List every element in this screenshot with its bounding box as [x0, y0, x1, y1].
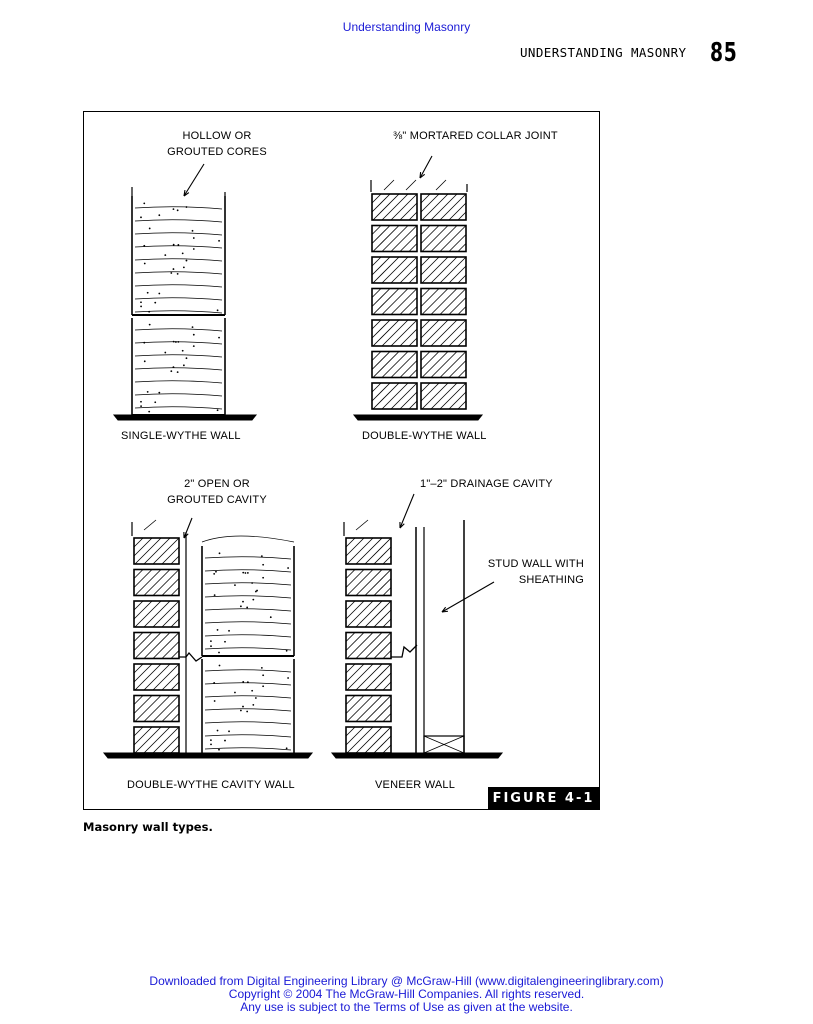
ground-base [104, 753, 312, 758]
brick-hatch [421, 352, 430, 361]
aggregate-dot [217, 309, 219, 311]
aggregate-dot [177, 209, 179, 211]
top-link[interactable]: Understanding Masonry [342, 20, 471, 34]
brick-hatch [374, 736, 391, 753]
brick-hatch [458, 401, 466, 409]
grout-line [135, 355, 222, 357]
brick-hatch [346, 633, 355, 642]
aggregate-dot [286, 650, 288, 652]
block-top [202, 536, 294, 542]
brick-hatch [374, 642, 391, 659]
grout-line [205, 683, 291, 685]
veneer-tie [391, 645, 417, 657]
aggregate-dot [287, 677, 289, 679]
grout-line [135, 246, 222, 248]
grout-line [205, 648, 291, 650]
grout-line [135, 381, 222, 383]
brick-hatch [144, 520, 156, 530]
aggregate-dot [210, 739, 212, 741]
aggregate-dot [234, 584, 236, 586]
grout-line [205, 722, 291, 724]
brick-hatch [421, 226, 439, 244]
veneer-wall-title: VENEER WALL [375, 779, 456, 791]
brick-hatch [346, 601, 355, 610]
brick-hatch [383, 556, 391, 564]
callout-leader [420, 156, 432, 178]
aggregate-dot [148, 411, 150, 413]
grout-line [135, 285, 222, 287]
brick-hatch [458, 212, 466, 220]
brick-hatch [421, 194, 439, 212]
aggregate-dot [219, 665, 221, 667]
aggregate-dot [247, 681, 249, 683]
aggregate-dot [182, 350, 184, 352]
grout-line [135, 407, 222, 409]
grout-line [135, 220, 222, 222]
aggregate-dot [193, 345, 195, 347]
brick-hatch [372, 352, 390, 370]
aggregate-dot [214, 594, 216, 596]
aggregate-dot [234, 692, 236, 694]
brick-hatch [162, 736, 179, 753]
grout-line [205, 696, 291, 698]
brick-hatch [134, 696, 143, 705]
brick-hatch [134, 538, 152, 556]
brick-hatch [134, 570, 143, 579]
aggregate-dot [177, 244, 179, 246]
aggregate-dot [262, 564, 264, 566]
aggregate-dot [242, 601, 244, 603]
callout-leader [400, 494, 414, 528]
brick-hatch [162, 673, 179, 690]
brick-hatch [162, 547, 179, 564]
aggregate-dot [186, 206, 188, 208]
aggregate-dot [228, 630, 230, 632]
brick-hatch [383, 682, 391, 690]
brick-hatch [171, 682, 179, 690]
brick-hatch [346, 696, 364, 714]
aggregate-dot [164, 254, 166, 256]
aggregate-dot [242, 681, 244, 683]
brick-hatch [134, 601, 143, 610]
aggregate-dot [255, 697, 257, 699]
brick-hatch [346, 570, 364, 588]
brick-hatch [374, 610, 391, 627]
brick-hatch [162, 579, 179, 596]
brick-hatch [421, 289, 430, 298]
aggregate-dot [144, 360, 146, 362]
brick-hatch [346, 727, 364, 745]
grout-line [135, 207, 222, 209]
brick-hatch [400, 392, 417, 409]
aggregate-dot [147, 391, 149, 393]
aggregate-dot [140, 401, 142, 403]
double-wythe-title: DOUBLE-WYTHE WALL [362, 430, 487, 442]
brick-hatch [356, 520, 368, 530]
brick-hatch [171, 619, 179, 627]
brick-hatch [374, 673, 391, 690]
grout-line [135, 329, 222, 331]
brick-hatch [409, 401, 417, 409]
brick-hatch [400, 361, 417, 378]
aggregate-dot [214, 700, 216, 702]
aggregate-dot [219, 552, 221, 554]
footer-line-2: Copyright © 2004 The McGraw-Hill Companies. All rights reserved. [228, 987, 585, 1001]
aggregate-dot [246, 607, 248, 609]
aggregate-dot [140, 301, 142, 303]
grout-line [205, 635, 291, 637]
aggregate-dot [252, 704, 254, 706]
brick-hatch [449, 361, 466, 378]
brick-hatch [449, 266, 466, 283]
aggregate-dot [158, 214, 160, 216]
brick-hatch [421, 320, 430, 329]
aggregate-dot [262, 674, 264, 676]
brick-hatch [421, 257, 439, 275]
grout-line [135, 368, 222, 370]
aggregate-dot [218, 652, 220, 654]
masonry-wall-illustration [84, 112, 599, 809]
brick-hatch [458, 275, 466, 283]
aggregate-dot [224, 641, 226, 643]
brick-hatch [409, 307, 417, 315]
brick-hatch [421, 352, 439, 370]
brick-hatch [372, 320, 390, 338]
aggregate-dot [242, 706, 244, 708]
brick-hatch [409, 338, 417, 346]
aggregate-dot [270, 616, 272, 618]
aggregate-dot [246, 711, 248, 713]
brick-hatch [421, 289, 439, 307]
brick-hatch [134, 727, 152, 745]
callout-leader [184, 518, 192, 538]
brick-hatch [400, 298, 417, 315]
single-wythe-title: SINGLE-WYTHE WALL [121, 430, 241, 442]
brick-hatch [421, 226, 430, 235]
brick-hatch [372, 257, 390, 275]
brick-hatch [346, 664, 364, 682]
figure-4-1 [83, 111, 600, 810]
wall-tie [179, 653, 202, 661]
brick-hatch [134, 633, 152, 651]
aggregate-dot [143, 245, 145, 247]
brick-hatch [458, 307, 466, 315]
aggregate-dot [286, 747, 288, 749]
stud-wall-callout: STUD WALL WITH SHEATHING [487, 558, 584, 586]
grout-line [135, 311, 222, 313]
brick-hatch [171, 588, 179, 596]
brick-hatch [449, 329, 466, 346]
aggregate-dot [213, 682, 215, 684]
aggregate-dot [217, 409, 219, 411]
grout-line [205, 609, 291, 611]
brick-hatch [384, 180, 394, 190]
brick-hatch [374, 547, 391, 564]
aggregate-dot [213, 573, 215, 575]
brick-hatch [346, 538, 364, 556]
brick-hatch [372, 383, 381, 392]
figure-caption: Masonry wall types. [83, 820, 213, 834]
cavity-wall-title: DOUBLE-WYTHE CAVITY WALL [127, 779, 295, 791]
aggregate-dot [193, 334, 195, 336]
aggregate-dot [144, 263, 146, 265]
brick-hatch [421, 194, 430, 203]
grout-line [205, 709, 291, 711]
brick-hatch [383, 714, 391, 722]
aggregate-dot [140, 306, 142, 308]
brick-hatch [449, 298, 466, 315]
aggregate-dot [218, 337, 220, 339]
brick-hatch [346, 664, 355, 673]
aggregate-dot [170, 272, 172, 274]
aggregate-dot [154, 401, 156, 403]
aggregate-dot [158, 392, 160, 394]
grout-line [205, 557, 291, 559]
brick-hatch [372, 257, 381, 266]
brick-hatch [346, 601, 364, 619]
grout-line [205, 583, 291, 585]
brick-hatch [346, 538, 355, 547]
brick-hatch [134, 696, 152, 714]
brick-hatch [346, 633, 364, 651]
brick-hatch [436, 180, 446, 190]
aggregate-dot [154, 302, 156, 304]
callout-leader [442, 582, 494, 612]
aggregate-dot [240, 710, 242, 712]
brick-hatch [421, 320, 439, 338]
aggregate-dot [217, 629, 219, 631]
brick-hatch [383, 619, 391, 627]
aggregate-dot [177, 341, 179, 343]
aggregate-dot [256, 590, 258, 592]
brick-hatch [372, 226, 381, 235]
aggregate-dot [173, 244, 175, 246]
aggregate-dot [177, 371, 179, 373]
aggregate-dot [140, 216, 142, 218]
brick-hatch [346, 727, 355, 736]
footer-line-1[interactable]: Downloaded from Digital Engineering Library @ McGraw-Hill (www.digitalengineeringlibrary.com) [149, 974, 664, 988]
hollow-cores-callout: HOLLOW OR GROUTED CORES [167, 130, 267, 158]
aggregate-dot [218, 240, 220, 242]
aggregate-dot [164, 352, 166, 354]
grout-line [205, 622, 291, 624]
brick-hatch [449, 203, 466, 220]
grout-line [135, 298, 222, 300]
grout-line [135, 233, 222, 235]
aggregate-dot [287, 567, 289, 569]
brick-hatch [372, 194, 390, 212]
aggregate-dot [140, 405, 142, 407]
brick-hatch [134, 727, 143, 736]
aggregate-dot [183, 266, 185, 268]
aggregate-dot [183, 364, 185, 366]
brick-hatch [383, 651, 391, 659]
aggregate-dot [192, 230, 194, 232]
brick-hatch [374, 705, 391, 722]
brick-hatch [458, 338, 466, 346]
brick-hatch [400, 235, 417, 252]
brick-hatch [171, 714, 179, 722]
brick-hatch [409, 212, 417, 220]
open-cavity-callout: 2" OPEN OR GROUTED CAVITY [167, 478, 267, 506]
grout-line [135, 394, 222, 396]
brick-hatch [400, 266, 417, 283]
brick-hatch [383, 745, 391, 753]
aggregate-dot [251, 582, 253, 584]
aggregate-dot [251, 690, 253, 692]
aggregate-dot [143, 342, 145, 344]
aggregate-dot [247, 572, 249, 574]
brick-hatch [372, 289, 390, 307]
brick-hatch [449, 235, 466, 252]
brick-hatch [409, 275, 417, 283]
brick-hatch [458, 244, 466, 252]
aggregate-dot [175, 341, 177, 343]
brick-hatch [162, 642, 179, 659]
aggregate-dot [224, 740, 226, 742]
brick-hatch [134, 570, 152, 588]
brick-hatch [134, 601, 152, 619]
aggregate-dot [149, 324, 151, 326]
aggregate-dot [173, 268, 175, 270]
collar-joint-callout: ⅜" MORTARED COLLAR JOINT [393, 130, 558, 142]
grout-line [205, 670, 291, 672]
brick-hatch [134, 664, 152, 682]
aggregate-dot [192, 326, 194, 328]
brick-hatch [162, 705, 179, 722]
brick-hatch [421, 257, 430, 266]
brick-hatch [346, 570, 355, 579]
aggregate-dot [210, 640, 212, 642]
brick-hatch [171, 745, 179, 753]
aggregate-dot [193, 248, 195, 250]
brick-hatch [372, 352, 381, 361]
aggregate-dot [147, 292, 149, 294]
brick-hatch [372, 194, 381, 203]
brick-hatch [400, 329, 417, 346]
brick-hatch [372, 226, 390, 244]
aggregate-dot [245, 572, 247, 574]
grout-line [205, 596, 291, 598]
aggregate-dot [262, 685, 264, 687]
brick-hatch [421, 383, 430, 392]
brick-hatch [458, 370, 466, 378]
aggregate-dot [149, 228, 151, 230]
aggregate-dot [148, 311, 150, 313]
brick-hatch [409, 370, 417, 378]
drainage-cavity-callout: 1"–2" DRAINAGE CAVITY [420, 478, 553, 490]
brick-hatch [134, 538, 143, 547]
grout-line [135, 259, 222, 261]
aggregate-dot [158, 293, 160, 295]
brick-hatch [134, 664, 143, 673]
callout-leader [184, 164, 204, 196]
footer-line-3: Any use is subject to the Terms of Use as given at the website. [240, 1000, 573, 1014]
footer-notice [0, 975, 813, 1014]
brick-hatch [171, 651, 179, 659]
aggregate-dot [170, 370, 172, 372]
grout-line [205, 570, 291, 572]
ground-base [332, 753, 502, 758]
aggregate-dot [210, 645, 212, 647]
figure-label-badge: FIGURE 4-1 [488, 787, 599, 809]
brick-hatch [383, 588, 391, 596]
aggregate-dot [242, 572, 244, 574]
aggregate-dot [173, 366, 175, 368]
aggregate-dot [193, 237, 195, 239]
aggregate-dot [228, 730, 230, 732]
running-head: UNDERSTANDING MASONRY [520, 45, 687, 60]
aggregate-dot [215, 571, 217, 573]
aggregate-dot [252, 599, 254, 601]
aggregate-dot [143, 202, 145, 204]
brick-hatch [400, 203, 417, 220]
brick-hatch [406, 180, 416, 190]
brick-hatch [372, 383, 390, 401]
brick-hatch [162, 610, 179, 627]
brick-hatch [374, 579, 391, 596]
page-number: 85 [710, 38, 738, 68]
aggregate-dot [186, 260, 188, 262]
brick-hatch [421, 383, 439, 401]
aggregate-dot [210, 743, 212, 745]
grout-line [205, 748, 291, 750]
aggregate-dot [262, 577, 264, 579]
aggregate-dot [240, 605, 242, 607]
brick-hatch [372, 289, 381, 298]
brick-hatch [449, 392, 466, 409]
aggregate-dot [177, 273, 179, 275]
aggregate-dot [173, 208, 175, 210]
grout-line [205, 735, 291, 737]
aggregate-dot [261, 555, 263, 557]
aggregate-dot [261, 667, 263, 669]
brick-hatch [372, 320, 381, 329]
brick-hatch [409, 244, 417, 252]
aggregate-dot [217, 730, 219, 732]
aggregate-dot [182, 253, 184, 255]
brick-hatch [134, 633, 143, 642]
aggregate-dot [173, 341, 175, 343]
ground-base [354, 415, 482, 420]
brick-hatch [171, 556, 179, 564]
aggregate-dot [218, 749, 220, 751]
aggregate-dot [186, 357, 188, 359]
ground-base [114, 415, 256, 420]
brick-hatch [346, 696, 355, 705]
